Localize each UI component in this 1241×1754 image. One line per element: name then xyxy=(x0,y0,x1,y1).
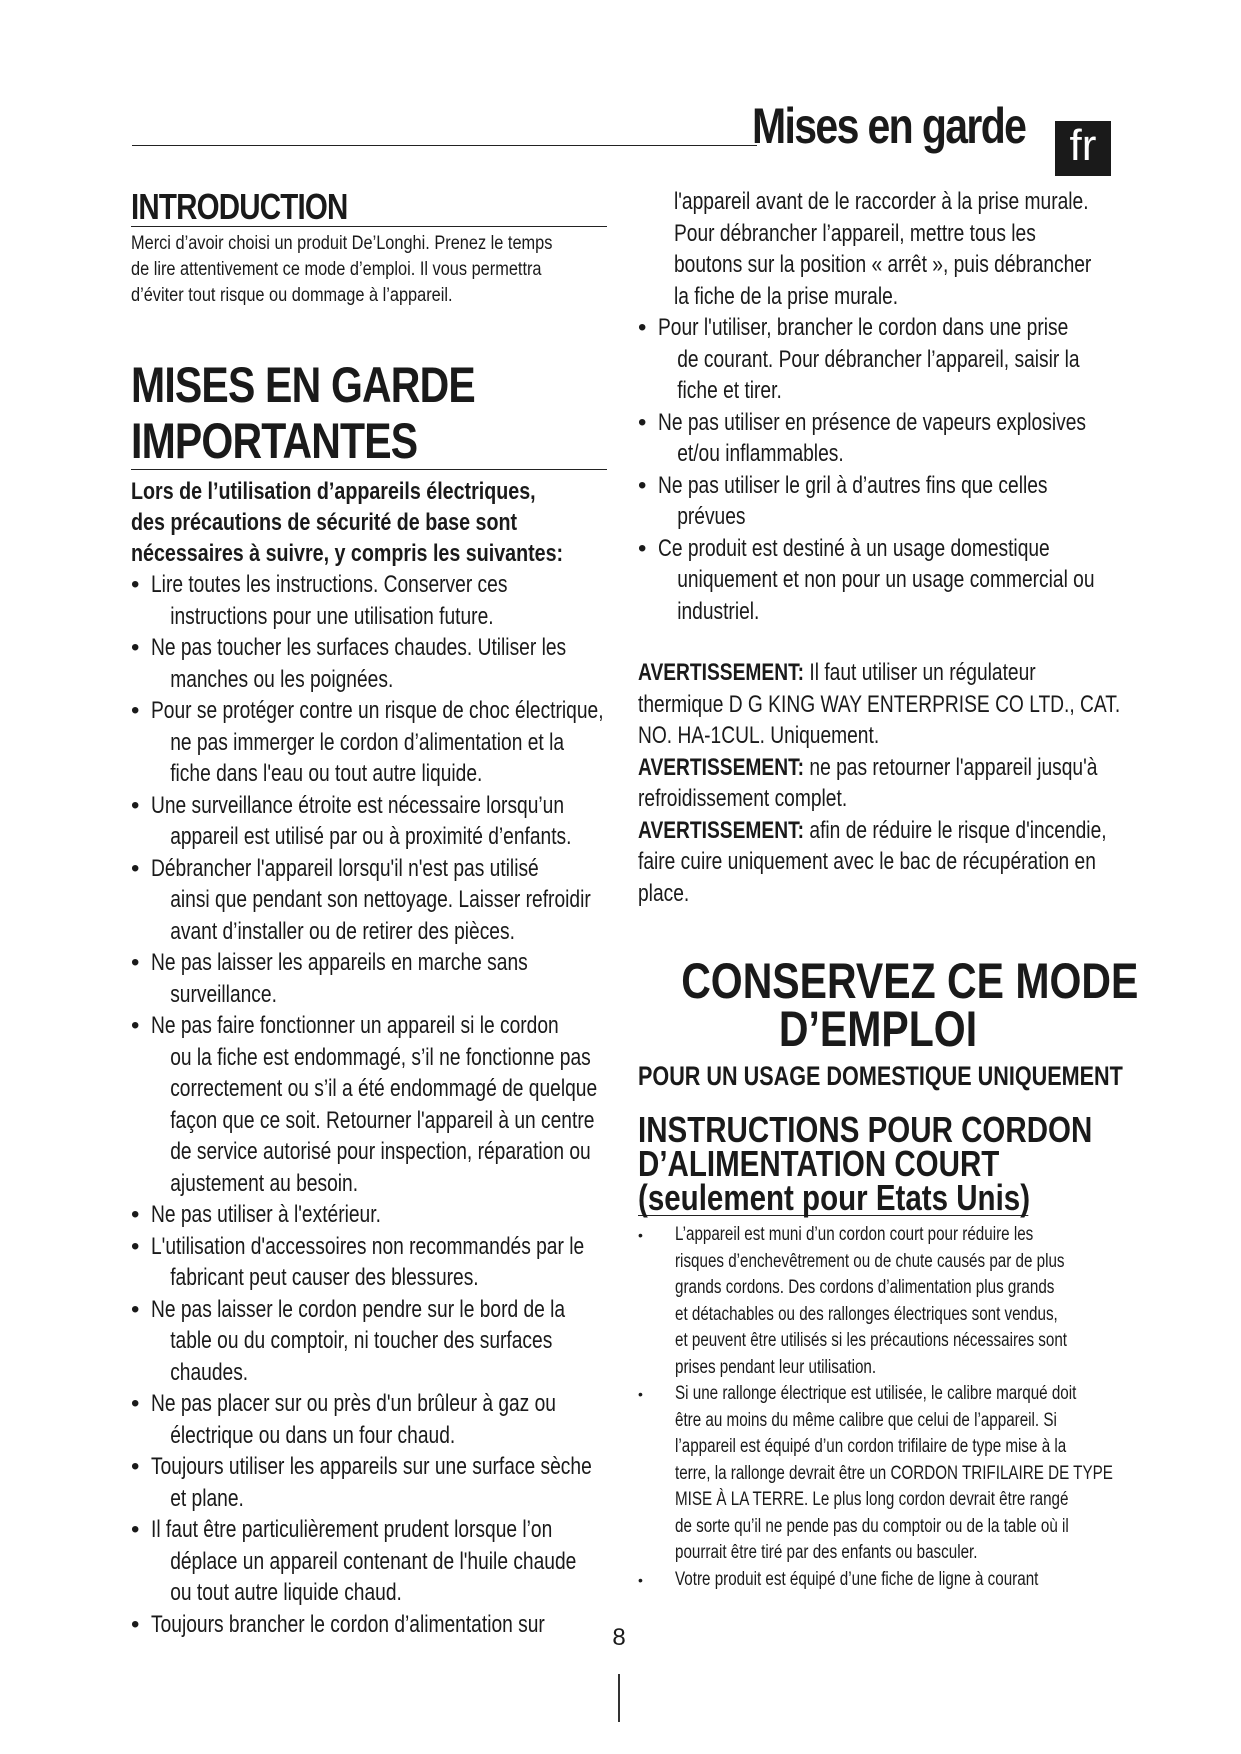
intro-line: de lire attentivement ce mode d’emploi. Il vous permettra xyxy=(131,259,542,280)
item-line: pourrait être tiré par des enfants ou basculer. xyxy=(675,1542,978,1563)
warning-paragraph xyxy=(638,657,1121,752)
item-line: table ou du comptoir, ni toucher des surfaces xyxy=(170,1327,553,1354)
bullet-icon: • xyxy=(131,697,140,724)
list-item xyxy=(131,947,611,1010)
item-line: fiche et tirer. xyxy=(677,377,782,404)
item-line: l’appareil est équipé d’un cordon trifilaire de type mise à la xyxy=(675,1436,1067,1457)
warning-text: Il faut utiliser un régulateur xyxy=(804,659,1036,686)
intro-line: d’éviter tout risque ou dommage à l’appareil. xyxy=(131,285,453,306)
bullet-icon: • xyxy=(131,1012,140,1039)
item-line: ajustement au besoin. xyxy=(170,1169,359,1197)
list-item xyxy=(131,1010,611,1199)
short-cord-list xyxy=(638,1222,1118,1593)
item-line: Ne pas laisser le cordon pendre sur le bord de la xyxy=(151,1295,566,1323)
bullet-icon: • xyxy=(638,534,647,562)
warning-text: NO. HA-1CUL. Uniquement. xyxy=(638,722,880,749)
list-item xyxy=(131,1451,611,1514)
warning-paragraph xyxy=(638,752,1118,815)
item-line: L’appareil est muni d’un cordon court pour réduire les xyxy=(675,1224,1034,1245)
save-instructions-heading: CONSERVEZ CE MODE D’EMPLOI xyxy=(681,953,1139,1057)
item-line: l'appareil avant de le raccorder à la prise murale. xyxy=(674,188,1089,215)
item-line: appareil est utilisé par ou à proximité d’enfants. xyxy=(170,823,572,850)
warning-text: thermique D G KING WAY ENTERPRISE CO LTD., CAT. xyxy=(638,690,1121,718)
item-line: ainsi que pendant son nettoyage. Laisser refroidir xyxy=(170,886,591,913)
list-item xyxy=(131,1609,611,1641)
item-line: ne pas immerger le cordon d’alimentation et la xyxy=(170,728,565,756)
intro-line: Merci d’avoir choisi un produit De’Longhi. Prenez le temps xyxy=(131,233,553,254)
footer-rule xyxy=(618,1674,620,1722)
warning-paragraph xyxy=(638,815,1118,910)
list-item xyxy=(131,853,611,948)
safeguards-heading: MISES EN GARDE IMPORTANTES xyxy=(131,357,607,470)
warning-text: refroidissement complet. xyxy=(638,785,848,812)
list-item xyxy=(131,790,611,853)
warning-text: afin de réduire le risque d'incendie, xyxy=(804,816,1107,844)
warning-text: faire cuire uniquement avec le bac de récupération en xyxy=(638,848,1096,875)
item-line: Ne pas placer sur ou près d'un brûleur à gaz ou xyxy=(151,1390,556,1417)
item-line: électrique ou dans un four chaud. xyxy=(170,1421,456,1449)
item-line: prévues xyxy=(677,503,746,530)
item-line: de courant. Pour débrancher l’appareil, saisir la xyxy=(677,345,1080,373)
item-line: Toujours utiliser les appareils sur une surface sèche xyxy=(151,1453,592,1480)
item-line: manches ou les poignées. xyxy=(170,665,394,693)
continuation-text xyxy=(638,186,1118,312)
bullet-icon: • xyxy=(638,1227,643,1243)
item-line: industriel. xyxy=(677,597,760,625)
item-line: chaudes. xyxy=(170,1358,249,1386)
list-item xyxy=(131,695,611,790)
item-line: Lire toutes les instructions. Conserver ces xyxy=(151,571,508,598)
item-line: Ne pas utiliser à l'extérieur. xyxy=(151,1201,381,1228)
bullet-icon: • xyxy=(131,571,140,598)
item-line: Pour débrancher l’appareil, mettre tous les xyxy=(674,219,1036,247)
list-item xyxy=(638,1381,1118,1567)
list-item xyxy=(638,1567,1118,1594)
item-line: Une surveillance étroite est nécessaire lorsqu’un xyxy=(151,791,565,819)
list-item xyxy=(131,1388,611,1451)
item-line: fiche dans l'eau ou tout autre liquide. xyxy=(170,760,483,787)
short-cord-heading: INSTRUCTIONS POUR CORDON D’ALIMENTATION COURT (seulement pour Etats Unis) xyxy=(638,1109,1093,1218)
warning-label: AVERTISSEMENT: xyxy=(638,816,805,844)
bullet-icon: • xyxy=(638,408,647,436)
warning-label: AVERTISSEMENT: xyxy=(638,659,805,686)
item-line: et détachables ou des rallonges électriques sont vendus, xyxy=(675,1303,1058,1325)
item-line: Débrancher l'appareil lorsqu'il n'est pas utilisé xyxy=(151,854,539,882)
warning-text: place. xyxy=(638,879,690,907)
bullet-icon: • xyxy=(131,791,140,819)
item-line: avant d’installer ou de retirer des pièces. xyxy=(170,917,515,945)
warning-label: AVERTISSEMENT: xyxy=(638,753,805,781)
item-line: grands cordons. Des cordons d’alimentation plus grands xyxy=(675,1277,1055,1298)
item-line: Ne pas laisser les appareils en marche sans xyxy=(151,949,528,976)
item-line: risques d’enchevêtrement ou de chute causés par de plus xyxy=(675,1250,1065,1272)
list-item xyxy=(131,632,611,695)
list-item xyxy=(131,569,611,632)
page-number: 8 xyxy=(612,1624,626,1651)
right-column xyxy=(638,186,1139,1593)
intro-heading: INTRODUCTION xyxy=(131,186,607,227)
item-line: de sorte qu’il ne pende pas du comptoir ou de la table où il xyxy=(675,1515,1069,1537)
item-line: Ne pas utiliser le gril à d’autres fins que celles xyxy=(658,471,1048,499)
item-line: MISE À LA TERRE. Le plus long cordon devrait être rangé xyxy=(675,1489,1069,1510)
bullet-icon: • xyxy=(131,1201,140,1228)
item-line: Ne pas faire fonctionner un appareil si le cordon xyxy=(151,1012,559,1039)
language-badge: fr xyxy=(1055,121,1111,176)
item-line: Ne pas toucher les surfaces chaudes. Utiliser les xyxy=(151,634,567,661)
bullet-icon: • xyxy=(131,854,140,882)
item-line: Votre produit est équipé d’une fiche de ligne à courant xyxy=(675,1568,1039,1590)
item-line: être au moins du même calibre que celui de l’appareil. Si xyxy=(675,1409,1057,1431)
bullet-icon: • xyxy=(131,1232,140,1260)
header-rule xyxy=(132,145,757,146)
list-item xyxy=(638,312,1118,407)
bullet-icon: • xyxy=(131,1610,140,1638)
page-title: Mises en garde xyxy=(752,98,1026,154)
list-item xyxy=(638,533,1118,628)
item-line: Si une rallonge électrique est utilisée, le calibre marqué doit xyxy=(675,1383,1077,1404)
item-line: déplace un appareil contenant de l'huile chaude xyxy=(170,1547,577,1575)
item-line: surveillance. xyxy=(170,980,277,1008)
list-item xyxy=(131,1199,611,1231)
safeguards-list-continued xyxy=(638,312,1118,627)
item-line: ou tout autre liquide chaud. xyxy=(170,1579,402,1606)
bullet-icon: • xyxy=(638,471,647,499)
item-line: L'utilisation d'accessoires non recommandés par le xyxy=(151,1232,585,1260)
item-line: Il faut être particulièrement prudent lorsque l’on xyxy=(151,1516,553,1543)
warnings-block xyxy=(638,657,1121,909)
item-line: instructions pour une utilisation future. xyxy=(170,602,494,630)
item-line: fabricant peut causer des blessures. xyxy=(170,1264,479,1291)
bullet-icon: • xyxy=(638,1386,643,1402)
bullet-icon: • xyxy=(131,1295,140,1323)
item-line: Ne pas utiliser en présence de vapeurs explosives xyxy=(658,408,1086,436)
left-column xyxy=(131,186,611,1640)
list-item xyxy=(131,1294,611,1389)
bullet-icon: • xyxy=(131,634,140,661)
bullet-icon: • xyxy=(131,1453,140,1480)
safeguards-lead: Lors de l’utilisation d’appareils électriques, des précautions de sécurité de base sont nécessaires à suivre, y compris les suivantes: xyxy=(131,478,564,567)
list-item xyxy=(131,1514,611,1609)
item-line: Pour se protéger contre un risque de choc électrique, xyxy=(151,697,604,724)
safeguards-list xyxy=(131,569,611,1640)
item-line: correctement ou s’il a été endommagé de quelque xyxy=(170,1075,598,1102)
item-line: et plane. xyxy=(170,1484,244,1512)
item-line: de service autorisé pour inspection, réparation ou xyxy=(170,1138,591,1165)
list-item xyxy=(131,1231,611,1294)
item-line: façon que ce soit. Retourner l'appareil à un centre xyxy=(170,1106,595,1134)
domestic-use-subheading: POUR UN USAGE DOMESTIQUE UNIQUEMENT xyxy=(638,1061,1123,1091)
list-item xyxy=(638,1222,1118,1381)
item-line: la fiche de la prise murale. xyxy=(674,282,899,310)
item-line: Pour l'utiliser, brancher le cordon dans une prise xyxy=(658,314,1069,341)
list-item xyxy=(638,186,1118,312)
bullet-icon: • xyxy=(638,314,647,341)
bullet-icon: • xyxy=(638,1571,643,1588)
item-line: uniquement et non pour un usage commercial ou xyxy=(677,566,1095,593)
bullet-icon: • xyxy=(131,949,140,976)
list-item xyxy=(638,470,1118,533)
bullet-icon: • xyxy=(131,1390,140,1417)
warning-text: ne pas retourner l'appareil jusqu'à xyxy=(804,753,1098,781)
intro-paragraph xyxy=(131,231,611,309)
item-line: boutons sur la position « arrêt », puis débrancher xyxy=(674,251,1092,278)
list-item xyxy=(638,407,1118,470)
item-line: ou la fiche est endommagé, s’il ne fonctionne pas xyxy=(170,1043,591,1071)
item-line: prises pendant leur utilisation. xyxy=(675,1356,877,1378)
bullet-icon: • xyxy=(131,1516,140,1543)
item-line: et peuvent être utilisés si les précautions nécessaires sont xyxy=(675,1330,1068,1351)
item-line: et/ou inflammables. xyxy=(677,440,844,467)
item-line: terre, la rallonge devrait être un CORDON TRIFILAIRE DE TYPE xyxy=(675,1462,1113,1484)
item-line: Toujours brancher le cordon d’alimentation sur xyxy=(151,1610,545,1638)
item-line: Ce produit est destiné à un usage domestique xyxy=(658,534,1050,562)
